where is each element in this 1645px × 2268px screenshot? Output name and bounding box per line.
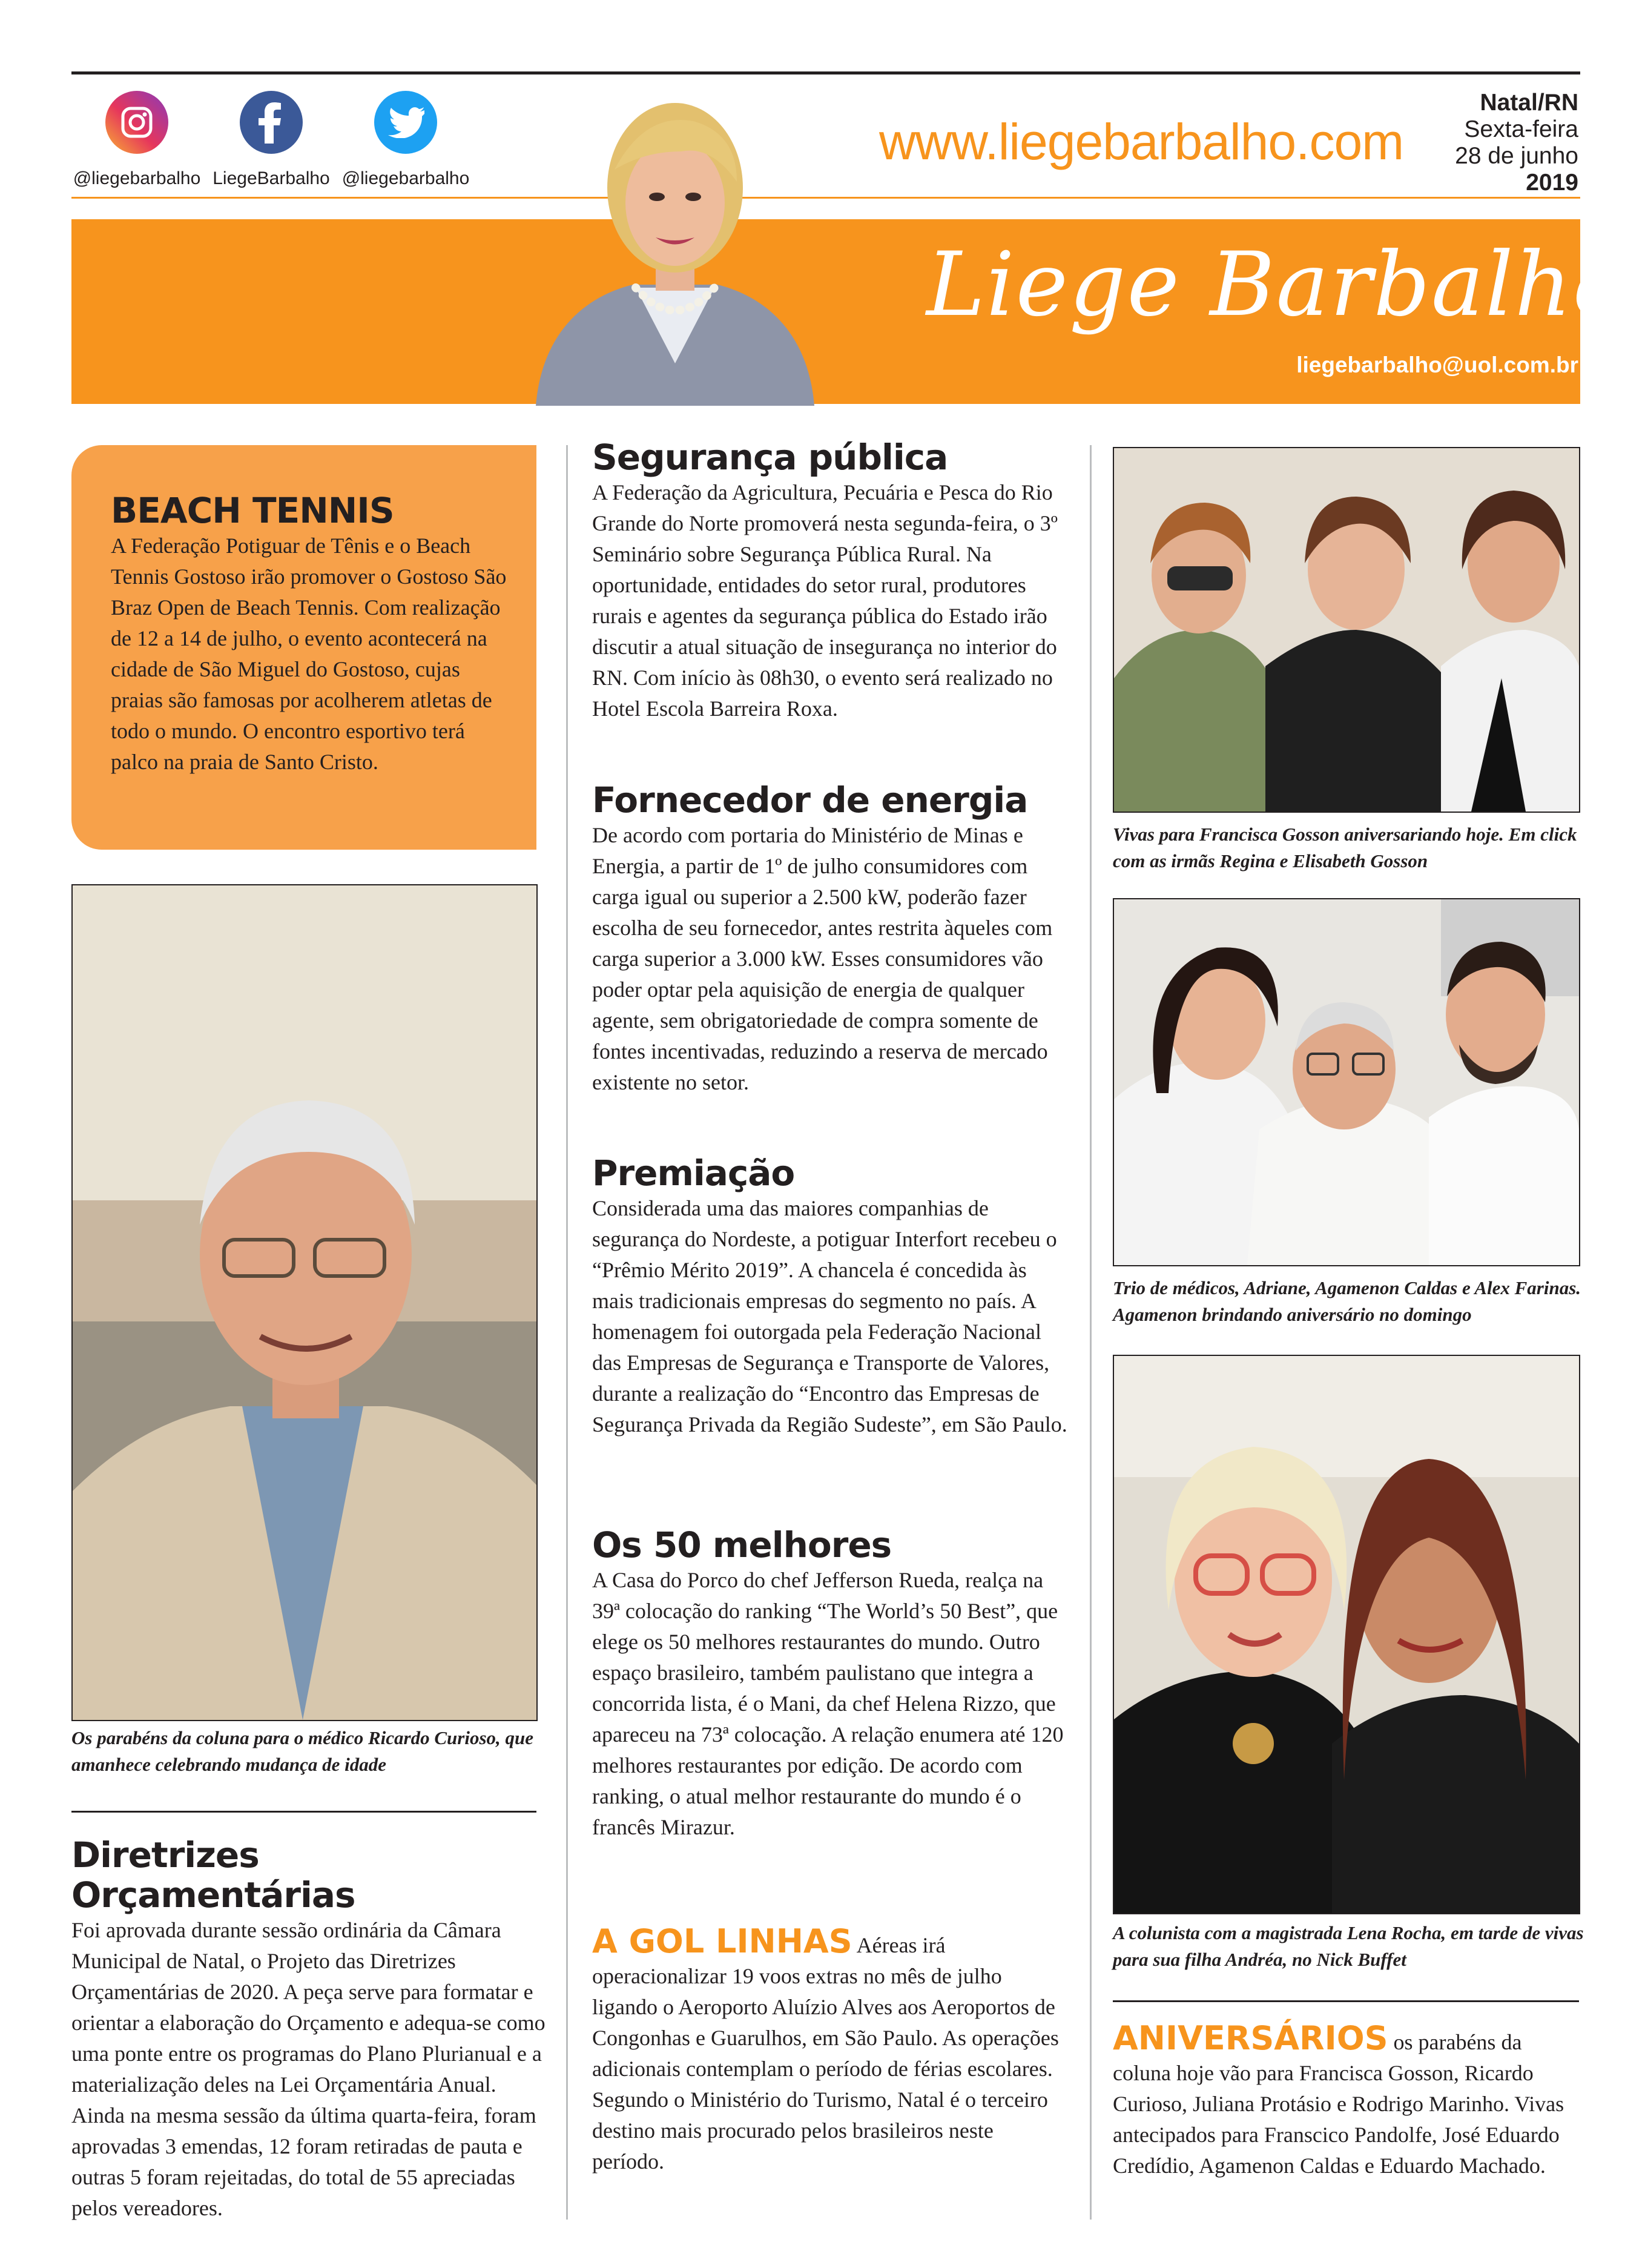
photo-gosson-sisters [1113,447,1580,813]
fornecedor-article [592,780,1070,1098]
top-rule [71,71,1580,74]
website-url[interactable]: www.liegebarbalho.com [879,113,1404,170]
photo-caption-ricardo: Os parabéns da coluna para o médico Ricardo Curioso, que amanhece celebrando mudança de idade [71,1727,534,1775]
instagram-link[interactable] [64,91,209,189]
beach-tennis-article [111,491,510,778]
photo-caption-gosson: Vivas para Francisca Gosson aniversariando hoje. Em click com as irmãs Regina e Elisabeth Gosson [1113,824,1577,871]
columnist-portrait [512,79,839,406]
facebook-icon [240,91,303,154]
melhores-text: A Casa do Porco do chef Jefferson Rueda, realça na 39ª colocação do ranking “The World’s 50 Best”, que elege os 50 melhores restaurantes do mundo. Outro espaço brasileiro, também paulistano que integra a concorrida lista, é o Mani, da chef Helena Rizzo, que apareceu na 73ª colocação. A relação enumera até 120 melhores restaurantes por edição. De acordo com ranking, o atual melhor restaurante do mundo é o francês Mirazur. [592,1568,1064,1839]
right-divider [1113,2000,1579,2002]
seguranca-text: A Federação da Agricultura, Pecuária e Pesca do Rio Grande do Norte promoverá nesta segunda-feira, o 3º Seminário sobre Segurança Pública Rural. Na oportunidade, entidades do setor rural, produtores rurais e agentes da segurança pública do Estado irão discutir a atual situação de insegurança no interior do RN. Com início às 08h30, o evento será realizado no Hotel Escola Barreira Roxa. [592,480,1058,721]
aniversarios-text: os parabéns da coluna hoje vão para Francisca Gosson, Ricardo Curioso, Juliana Protásio e Rodrigo Marinho. Vivas antecipados para Franscico Pandolfe, José Eduardo Credídio, Agamenon Caldas e Eduardo Machado. [1113,2030,1564,2178]
photo-gosson-sisters-image [1114,448,1579,812]
photo-trio-medicos [1113,898,1580,1266]
photo-ricardo-curioso [71,884,538,1721]
premiacao-text: Considerada uma das maiores companhias de segurança do Nordeste, a potiguar Interfort recebeu o “Prêmio Mérito 2019”. A chancela é concedida às mais tradicionais empresas do segmento no país. A homenagem foi outorgada pela Federação Nacional das Empresas de Segurança e Transporte de Valores, durante a realização do “Encontro das Empresas de Segurança Privada da Região Sudeste”, em São Paulo. [592,1196,1067,1437]
melhores-article [592,1525,1070,1843]
melhores-title: Os 50 melhores [592,1524,892,1565]
diretrizes-title: Diretrizes Orçamentárias [71,1834,355,1916]
photo-ricardo-curioso-image [73,885,536,1720]
instagram-icon [105,91,168,154]
facebook-handle: LiegeBarbalho [213,168,330,188]
beach-tennis-title: BEACH TENNIS [111,490,394,531]
premiacao-title: Premiação [592,1152,795,1194]
left-divider [71,1811,536,1813]
column-rule-1 [566,445,568,2220]
twitter-link[interactable] [333,91,478,189]
photo-trio-medicos-image [1114,899,1579,1265]
year: 2019 [1526,170,1578,196]
weekday: Sexta-feira [1464,116,1578,142]
seguranca-article [592,437,1070,724]
twitter-handle: @liegebarbalho [341,168,470,188]
photo-colunista-lena [1113,1355,1580,1914]
column-rule-2 [1090,445,1092,2220]
fornecedor-text: De acordo com portaria do Ministério de Minas e Energia, a partir de 1º de julho consumidores com carga igual ou superior a 2.500 kW, poderão fazer escolha de seu fornecedor, antes restrita àqueles com carga superior a 3.000 kW. Esses consumidores vão poder optar pela aquisição de energia de qualquer agente, sem obrigatoriedade de compra somente de fontes incentivadas, reduzindo a reserva de mercado existente no setor. [592,823,1053,1094]
premiacao-article [592,1153,1070,1440]
aniversarios-article [1113,2019,1585,2181]
photo-caption-lena: A colunista com a magistrada Lena Rocha, em tarde de vivas para sua filha Andréa, no Nick Buffet [1113,1922,1584,1970]
gol-article [592,1922,1070,2177]
gol-lead: A GOL LINHAS [592,1922,852,1960]
facebook-link[interactable] [199,91,344,189]
instagram-handle: @liegebarbalho [73,168,201,188]
diretrizes-text: Foi aprovada durante sessão ordinária da Câmara Municipal de Natal, o Projeto das Diretrizes Orçamentárias de 2020. A peça serve para formatar e orientar a elaboração do Orçamento e adequa-se como uma ponte entre os programas do Plano Plurianual e a materialização deles na Lei Orçamentária Anual. Ainda na mesma sessão da última quarta-feira, foram aprovadas 3 emendas, 12 foram retiradas de pauta e outras 5 foram rejeitadas, do total de 55 apreciadas pelos vereadores. [71,1918,546,2220]
fornecedor-title: Fornecedor de energia [592,779,1028,821]
diretrizes-article [71,1835,550,2224]
date: 28 de junho [1455,143,1578,169]
columnist-name: Liege Barbalho [926,233,1627,336]
gol-text: Aéreas irá operacionalizar 19 voos extras no mês de julho ligando o Aeroporto Aluízio Alves aos Aeroportos de Congonhas e Guarulhos, em São Paulo. As operações adicionais contemplam o período de férias escolares. Segundo o Ministério do Turismo, Natal é o terceiro destino mais procurado pelos brasileiros neste período. [592,1933,1059,2174]
twitter-icon [374,91,437,154]
email-link[interactable]: liegebarbalho@uol.com.br [1296,352,1578,377]
date-block [1455,90,1578,196]
city: Natal/RN [1480,90,1578,116]
photo-caption-trio: Trio de médicos, Adriane, Agamenon Caldas e Alex Farinas. Agamenon brindando aniversário no domingo [1113,1277,1581,1325]
photo-colunista-lena-image [1114,1356,1579,1913]
seguranca-title: Segurança pública [592,437,948,478]
beach-tennis-text: A Federação Potiguar de Tênis e o Beach Tennis Gostoso irão promover o Gostoso São Braz Open de Beach Tennis. Com realização de 12 a 14 de julho, o evento acontecerá na cidade de São Miguel do Gostoso, cujas praias são famosas por acolherem atletas de todo o mundo. O encontro esportivo terá palco na praia de Santo Cristo. [111,534,507,774]
aniversarios-lead: ANIVERSÁRIOS [1113,2019,1388,2057]
